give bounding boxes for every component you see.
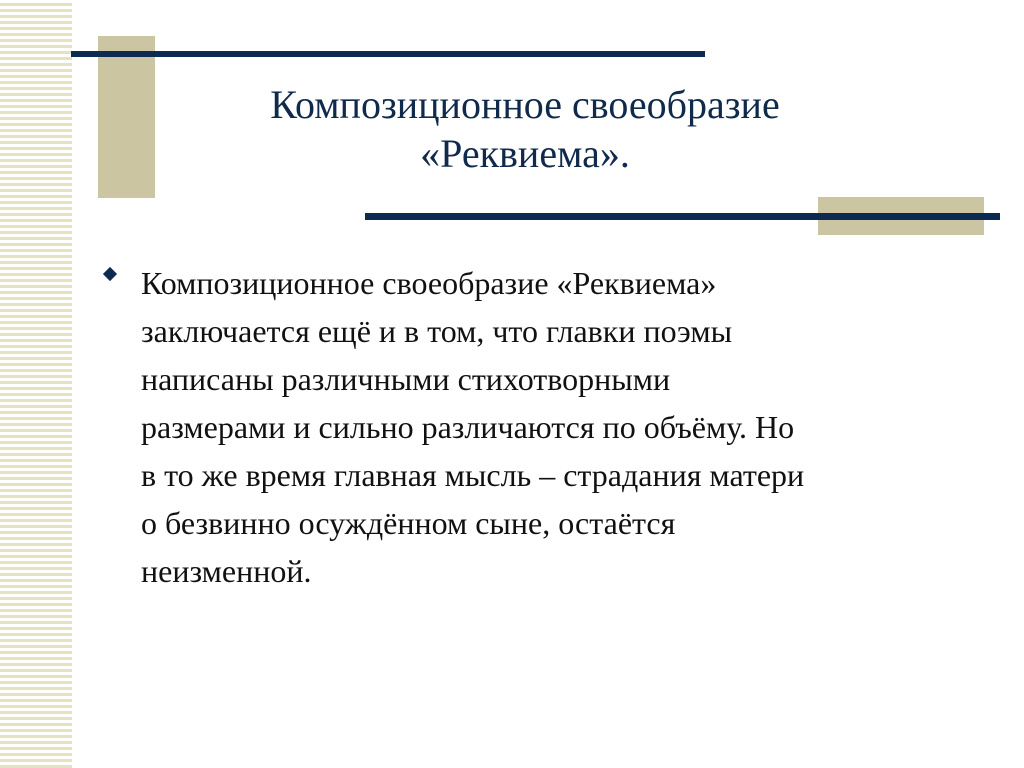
bullet-text-line: написаны различными стихотворными [141,361,671,397]
bullet-text-line: размерами и сильно различаются по объёму. Но [141,409,795,445]
bullet-text-line: заключается ещё и в том, что главки поэмы [141,313,733,349]
bullet-text-line: неизменной. [141,553,312,589]
bullet-text [141,259,981,595]
decorative-navy-rule-bottom [365,213,1000,220]
bullet-text-line: в то же время главная мысль – страдания матери [141,457,805,493]
slide-title-line: Композиционное своеобразие [270,82,780,127]
decorative-stripes [0,0,72,768]
diamond-bullet-icon [103,267,117,281]
slide-title-line: «Реквиема». [420,131,630,176]
decorative-tan-block-left [98,36,155,198]
bullet-text-line: о безвинно осуждённом сыне, остаётся [141,505,676,541]
decorative-navy-rule-top [71,51,705,57]
slide-title [160,80,890,178]
bullet-text-line: Композиционное своеобразие «Реквиема» [141,265,717,301]
